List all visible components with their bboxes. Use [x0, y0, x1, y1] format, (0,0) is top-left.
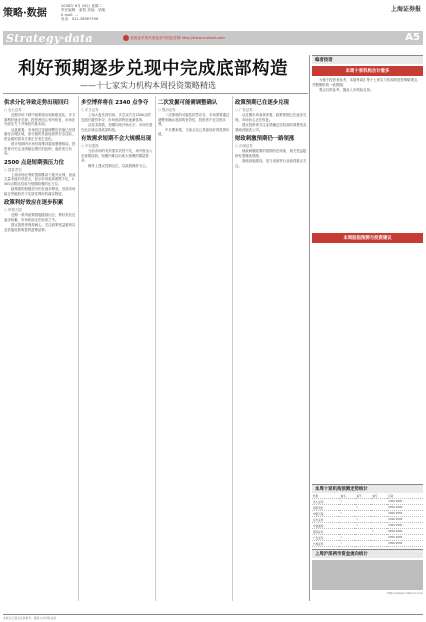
article-author: ○ 申银万国 [4, 208, 22, 212]
table-cell: 2350-2500 [387, 505, 423, 511]
article-paragraph: 当前市场的有效需求仍然不足，场外资金入市意愿较弱，短期内难以出现大规模的增量资金。 [81, 149, 153, 162]
section-band [3, 31, 423, 45]
headline: 利好预期逐步兑现中完成底部构造 [18, 59, 288, 79]
article-column-4 [235, 96, 307, 601]
table-cell: 光大证券 [312, 499, 339, 505]
table-cell: 中信建投 [312, 523, 339, 529]
article-author: ○ 东方证券 [81, 108, 99, 112]
sidebar-green-title: 本周股指预测与投资建议 [312, 233, 423, 243]
issue-meta [61, 4, 241, 22]
article-author: ○ 光大证券 [4, 108, 22, 112]
article-author: ○ 国泰君安 [4, 167, 22, 172]
band-ad [123, 35, 343, 41]
article-title: 2500 点是短期强压力位 [4, 159, 65, 166]
table-cell: 看多 [339, 493, 355, 499]
table-cell: √ [339, 499, 355, 505]
band-ad-text: 查看更多资讯请登录中国证券网 http://www.cnstock.com [130, 36, 225, 40]
sidebar-title: 编者按语 [312, 55, 423, 64]
article-title: 供求分化导致走势出现回归 [4, 100, 69, 106]
article-paragraph: 建议投资者关注业绩确定性较高的消费类及基础设施类公司。 [235, 123, 307, 132]
column-divider [232, 96, 233, 601]
article-column-2 [81, 96, 153, 601]
forecast-table [312, 493, 423, 547]
sidebar-note: 观点仅供参考，据此入市风险自担。 [319, 88, 374, 92]
page-number: A5 [405, 32, 420, 43]
article-paragraph: 近期市场下跌中政策面出现积极变化，多方面利好逐步兑现，投资者信心有所恢复，市场在外部压力下开始回归基本面。 [4, 113, 76, 126]
article-paragraph: 从技术面看，短期均线开始走平，市场有望在此区域完成底部构造。 [81, 123, 153, 132]
fund-flow-title: 上周沪深两市资金流向统计 [312, 549, 423, 558]
table-cell: 机构 [312, 493, 339, 499]
forecast-table-block [312, 484, 423, 595]
article-paragraph: 建议投资者保持耐心，关注政策受益板块以及估值优势明显的蓝筹品种。 [4, 223, 76, 232]
table-cell: 2300-2600 [387, 499, 423, 505]
table-cell: 2350-2600 [387, 535, 423, 541]
table-cell: 2300-2500 [387, 523, 423, 529]
phone-line: 电话：021-38967596 [61, 17, 99, 22]
page-footer: 本版文章观点仅供参考，据此入市风险自担 [3, 614, 423, 620]
cnstock-logo-icon [123, 35, 129, 41]
article-paragraph: 操作上建议控制仓位，以波段操作为主。 [88, 163, 150, 168]
table-cell: √ [339, 511, 355, 517]
article-paragraph: 财政刺激政策的预期仍在持续，相关受益板块有望继续领涨。 [235, 149, 307, 158]
sidebar-red-title: 本周十家机构合计看多 [312, 66, 423, 76]
cnstock-url[interactable]: http://www.cnstock.com [386, 591, 423, 595]
page-header [3, 2, 423, 28]
table-cell: 东方证券 [312, 517, 339, 523]
table-cell: 看平 [355, 493, 371, 499]
table-cell: 2250-2450 [387, 529, 423, 535]
date-line: 2008年 8月 26日 星期二 [61, 4, 102, 8]
article-paragraph: 预计短期内市场仍将维持震荡整理格局，投资者可关注业绩稳定增长的品种，逢低适当布局。 [4, 142, 76, 155]
table-cell: √ [355, 505, 371, 511]
table-cell: √ [339, 535, 355, 541]
table-cell: 2300-2550 [387, 511, 423, 517]
table-cell: 2340-2500 [387, 517, 423, 523]
article-author: ○ 长城证券 [235, 144, 253, 148]
table-title: 本周十家机构预测走势统计 [312, 484, 423, 493]
article-paragraph: 近期一系列政策措施陆续出台，利好效应在逐步积累，市场底部正在形成之中。 [4, 213, 76, 222]
editor-line: 责任编辑：童智 美编：梁敏 [61, 8, 106, 13]
table-cell: √ [355, 523, 371, 529]
table-cell: 银河证券 [312, 529, 339, 535]
subheadline: ——十七家实力机构本周投资策略精选 [80, 81, 216, 90]
table-cell: √ [371, 529, 387, 535]
table-cell: 申银万国 [312, 511, 339, 517]
section-title-cn: 策略·数据 [3, 8, 47, 19]
table-cell: √ [339, 541, 355, 547]
article-title: 有效需求短期不会大规模出现 [81, 136, 152, 142]
sidebar-divider [309, 55, 310, 601]
article-author: ○ 银河证券 [158, 108, 176, 112]
article-author: ○ 广发证券 [235, 108, 253, 112]
table-cell: √ [355, 517, 371, 523]
article-title: 二次发掘可能需调整确认 [158, 100, 218, 106]
article-paragraph: 从盘面看，市场经过连续调整后估值已经回落至合理区域，部分板块具备较高的安全边际，资金面的供求关系正在发生变化。 [4, 127, 76, 141]
column-divider [78, 96, 79, 601]
article-paragraph: 上周市场在利好预期推动下展开反弹，但成交量未能有效放大，显示市场追高意愿不足，2500点附近将成为短期较强的压力位。 [4, 172, 76, 186]
table-cell: 区间 [387, 493, 423, 499]
article-title: 政策利好效应在逐步积累 [4, 200, 64, 206]
article-title: 财政刺激预期仍一路领涨 [235, 136, 295, 142]
article-paragraph: 中长期来看，当前点位已具备较好的投资价值。 [158, 127, 230, 136]
table-cell: 广发证券 [312, 535, 339, 541]
fund-flow-chart-area [312, 560, 423, 590]
column-divider [155, 96, 156, 601]
article-paragraph: 上周大盘先抑后扬，多空双方在2340点附近展开激烈争夺，市场底部特征逐渐显现。 [81, 113, 151, 122]
table-cell: 长城证券 [312, 541, 339, 547]
email-line: E-mail: ... [61, 12, 79, 17]
article-title: 政策预期已在逐步兑现 [235, 100, 289, 106]
section-title-en: Strategy·data [6, 32, 93, 45]
article-column-3 [158, 96, 230, 601]
table-cell: 看空 [371, 493, 387, 499]
table-cell: 国泰君安 [312, 505, 339, 511]
headline-rule [3, 93, 308, 94]
article-title: 多空博弈将在 2340 点争夺 [81, 100, 149, 106]
article-paragraph: 二次探底的可能性依然存在，市场需要通过调整来确认底部的有效性，投资者不宜过度乐观。 [158, 113, 230, 126]
sidebar-note: 为便于投资者参考，本版每周汇集十七家实力机构的投资策略观点，并整理机构一致预期。 [312, 78, 421, 87]
article-paragraph: 从近期市场表现来看，政策预期已在逐步兑现，市场信心正在恢复。 [235, 113, 307, 122]
table-cell [371, 541, 387, 547]
sidebar [312, 55, 423, 243]
article-paragraph: 政策面的积极信号仍在逐步释放，后续市场能否突破取决于实质性利好的落实程度。 [4, 187, 76, 196]
article-paragraph: 基础设施建设、电力设备等行业值得重点关注。 [235, 159, 307, 168]
table-cell [355, 541, 371, 547]
table-cell: 2300-2550 [387, 541, 423, 547]
table-row [312, 541, 423, 547]
article-author: ○ 中信建投 [81, 144, 99, 148]
article-column-1 [4, 96, 76, 601]
paper-name: 上海证券报 [390, 6, 421, 13]
